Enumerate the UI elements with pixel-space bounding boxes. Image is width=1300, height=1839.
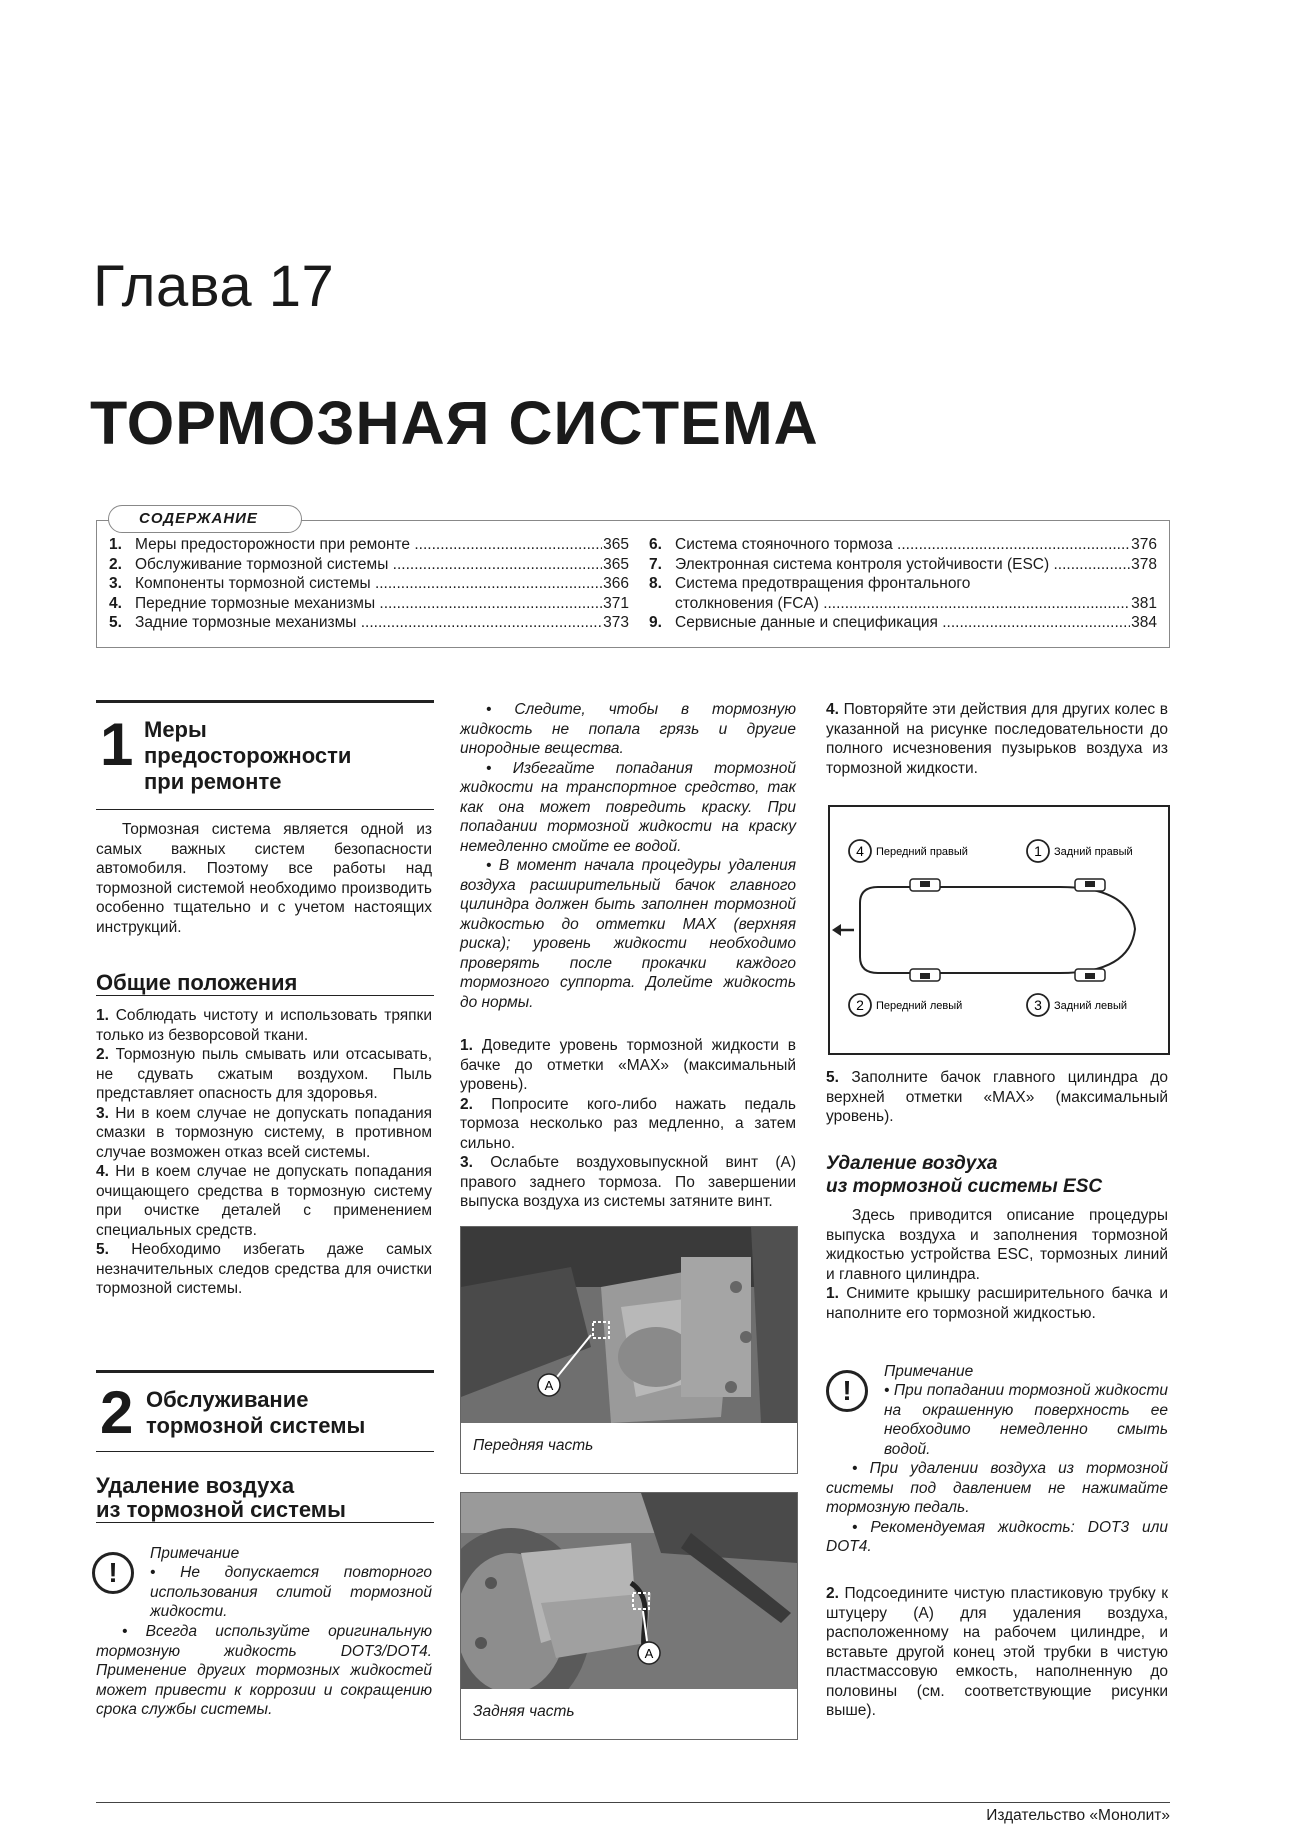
esc-intro: Здесь приводится описание процедуры выпуска воздуха и заполнения тормозной жидкостью устройства ESC, тормозных линий и главного цилиндра. 1. Снимите крышку расширительного бачка и наполните его тормозной жидкостью.	[826, 1207, 1168, 1322]
list-item: 3. Ни в коем случае не допускать попадания смазки в тормозную систему, в противном случае возможен отказ всей системы.	[96, 1104, 432, 1161]
middle-notes: • Следите, чтобы в тормозную жидкость не попала грязь и другие инородные вещества. • Избегайте попадания тормозной жидкости на транспортное средство, так как она может повредить краску. При попадании тормозной жидкости на краску немедленно смойте ее водой. • В момент начала процедуры удаления воздуха расширительный бачок главного цилиндра должен быть заполнен тормозной жидкостью до отметки MAX (верхняя риска); уровень жидкости необходимо проверять после прокачки каждого тормозного суппорта. Долейте жидкость до нормы.	[460, 701, 796, 1011]
rear-brake-photo	[460, 1492, 798, 1740]
photo-label: A	[644, 1646, 654, 1661]
photo-caption: Задняя часть	[473, 1703, 575, 1720]
note-label: Примечание	[884, 1363, 974, 1380]
toc-item[interactable]: 2. Обслуживание тормозной системы ..... 365	[109, 555, 629, 575]
list-item: 5. Необходимо избегать даже самых незначительных следов средства для очистки тормозной системы.	[96, 1241, 432, 1297]
publisher-footer: Издательство «Монолит»	[986, 1807, 1170, 1824]
photo-caption: Передняя часть	[473, 1437, 594, 1454]
toc-item[interactable]: 5. Задние тормозные механизмы ..... 373	[109, 613, 629, 633]
photo-label: A	[544, 1378, 554, 1393]
toc-item[interactable]: 8. Система предотвращения фронтального	[649, 575, 971, 592]
section-number: 1	[100, 711, 134, 778]
section-2-header	[96, 1370, 434, 1452]
list-item: 3. Ослабьте воздуховыпускной винт (А) правого заднего тормоза. По завершении выпуска воздуха из системы затяните винт.	[460, 1154, 796, 1210]
section-title: Меры предосторожности при ремонте	[144, 717, 352, 794]
list-item: 4. Ни в коем случае не допускать попадания очищающего средства в тормозную систему при очистке деталей с применением специальных средств.	[96, 1163, 432, 1239]
note-text: • Не допускается повторного использования слитой тормозной жидкости.	[150, 1564, 432, 1620]
diagram-number: 1	[1034, 843, 1042, 859]
toc-right-column	[649, 535, 1157, 633]
diagram-label: Задний левый	[1054, 1000, 1128, 1012]
diagram-number: 3	[1034, 997, 1042, 1013]
section-1-intro: Тормозная система является одной из самых важных систем безопасности автомобиля. Поэтому все работы над тормозной системой необходимо производить особенно тщательно и с учетом настоящих инструкций.	[96, 821, 432, 936]
bleed-heading: Удаление воздуха из тормозной системы	[96, 1474, 434, 1523]
toc-label: СОДЕРЖАНИЕ	[108, 505, 302, 533]
toc-item[interactable]: 9. Сервисные данные и спецификация ..... 384	[649, 613, 1157, 633]
toc-left-column	[109, 535, 629, 633]
list-item: 2. Попросите кого-либо нажать педаль тормоза несколько раз медленно, а затем сильно.	[460, 1095, 796, 1152]
page-title: ТОРМОЗНАЯ СИСТЕМА	[90, 389, 819, 457]
front-brake-image	[461, 1227, 797, 1423]
list-item: 2. Тормозную пыль смывать или отсасывать, не сдувать сжатым воздухом. Пыль представляет опасность для здоровья.	[96, 1046, 433, 1102]
diagram-number: 4	[856, 843, 864, 859]
toc-item[interactable]: 6. Система стояночного тормоза ..... 376	[649, 535, 1157, 555]
front-brake-photo	[460, 1226, 798, 1474]
bleed-sequence-diagram	[828, 805, 1170, 1055]
chapter-label: Глава 17	[93, 254, 335, 319]
note-text: • При попадании тормозной жидкости на окрашенную поверхность ее необходимо немедленно смыть водой.	[884, 1382, 1168, 1458]
bleed-step-4: 4. Повторяйте эти действия для других колес в указанной на рисунке последовательности до полного исчезновения пузырьков воздуха из тормозной жидкости.	[826, 701, 1168, 777]
toc-item[interactable]: столкновения (FCA) ..... 381	[649, 594, 1157, 614]
list-item: 1. Соблюдать чистоту и использовать тряпки только из безворсовой ткани.	[96, 1007, 432, 1044]
toc-item[interactable]: 4. Передние тормозные механизмы ..... 371	[109, 594, 629, 614]
general-heading: Общие положения	[96, 970, 434, 996]
esc-step-2: 2. Подсоедините чистую пластиковую трубку к штуцеру (А) для удаления воздуха, расположенному на рабочем цилиндре, и вставьте другой конец этой трубки в чистую пластмассовую емкость, наполненную до половины (см. соответствующие рисунки выше).	[826, 1585, 1168, 1719]
note-label: Примечание	[150, 1545, 240, 1562]
diagram-label: Задний правый	[1054, 846, 1133, 858]
note-text: • Всегда используйте оригинальную тормозную жидкость DOT3/DOT4. Применение других тормозных жидкостей может привести к коррозии и сокращению срока службы системы.	[96, 1623, 432, 1718]
toc-item[interactable]: 7. Электронная система контроля устойчивости (ESC) ..... 378	[649, 555, 1157, 575]
diagram-label: Передний правый	[876, 846, 968, 858]
diagram-label: Передний левый	[876, 1000, 963, 1012]
toc-item[interactable]: 3. Компоненты тормозной системы ..... 366	[109, 574, 629, 594]
list-item: 1. Доведите уровень тормозной жидкости в бачке до отметки «MAX» (максимальный уровень).	[460, 1037, 796, 1093]
diagram-number: 2	[856, 997, 864, 1013]
general-list	[96, 1006, 432, 1299]
esc-heading: Удаление воздуха из тормозной системы ESC	[826, 1153, 1103, 1197]
toc-box	[96, 520, 1170, 648]
bleed-steps	[460, 1036, 796, 1212]
footer-divider	[96, 1802, 1170, 1803]
toc-item[interactable]: 1. Меры предосторожности при ремонте ..... 365	[109, 535, 629, 555]
section-1-header	[96, 700, 434, 810]
warning-icon: !	[92, 1552, 134, 1594]
section-number: 2	[100, 1379, 134, 1446]
section-title: Обслуживание тормозной системы	[146, 1387, 366, 1438]
note-text: • При удалении воздуха из тормозной системы под давлением не нажимайте тормозную педаль. • Рекомендуемая жидкость: DOT3 или DOT4.	[826, 1460, 1168, 1555]
warning-icon: !	[826, 1370, 868, 1412]
bleed-step-5: 5. Заполните бачок главного цилиндра до верхней отметки «MAX» (максимальный уровень).	[826, 1069, 1168, 1125]
rear-brake-image	[461, 1493, 797, 1689]
